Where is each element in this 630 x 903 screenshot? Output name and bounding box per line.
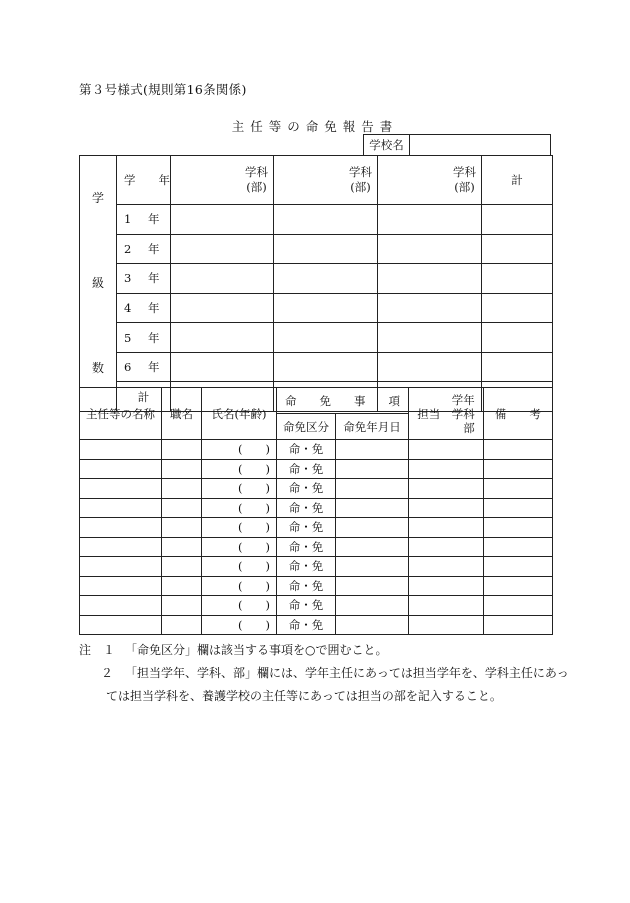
class-count-table	[79, 155, 553, 412]
title-cell[interactable]	[80, 576, 162, 596]
grade-row	[80, 323, 553, 353]
remarks-cell[interactable]	[484, 537, 553, 557]
appoint-date-cell[interactable]	[336, 518, 409, 538]
post-cell[interactable]	[162, 479, 202, 499]
side-char-2: 級	[91, 276, 104, 290]
charge-cell[interactable]	[409, 518, 484, 538]
class-count-cell[interactable]	[274, 352, 378, 382]
col-appoint-type-header: 命免区分	[277, 414, 336, 440]
note-2-continued: ては担当学科を、養護学校の主任等にあっては担当の部を記入すること。	[106, 689, 502, 703]
grade-total-label: 計	[117, 382, 171, 412]
col-appoint-header: 命 免 事 項	[277, 388, 409, 414]
remarks-cell[interactable]	[484, 576, 553, 596]
post-cell[interactable]	[162, 459, 202, 479]
title-cell[interactable]	[80, 615, 162, 635]
name-age-cell[interactable]: ( )	[202, 479, 277, 499]
col-post-header: 職名	[162, 388, 202, 440]
grade-row	[80, 264, 553, 294]
appoint-date-cell[interactable]	[336, 615, 409, 635]
title-cell[interactable]	[80, 518, 162, 538]
name-age-cell[interactable]: ( )	[202, 557, 277, 577]
appoint-type-cell[interactable]: 命・免	[277, 479, 336, 499]
name-age-cell[interactable]: ( )	[202, 459, 277, 479]
title-cell[interactable]	[80, 440, 162, 460]
col-charge-header: 学年 担当 学科 部	[409, 388, 484, 440]
col-name-header: 氏名(年齢)	[202, 388, 277, 440]
charge-cell[interactable]	[409, 537, 484, 557]
class-count-cell[interactable]	[378, 204, 482, 234]
name-age-cell[interactable]: ( )	[202, 596, 277, 616]
title-cell[interactable]	[80, 557, 162, 577]
name-age-cell[interactable]: ( )	[202, 537, 277, 557]
appoint-date-cell[interactable]	[336, 479, 409, 499]
title-cell[interactable]	[80, 498, 162, 518]
appoint-type-cell[interactable]: 命・免	[277, 518, 336, 538]
roster-row	[80, 518, 553, 538]
class-count-cell[interactable]	[482, 204, 553, 234]
remarks-cell[interactable]	[484, 440, 553, 460]
post-cell[interactable]	[162, 596, 202, 616]
class-count-cell[interactable]	[274, 264, 378, 294]
class-count-cell[interactable]	[378, 293, 482, 323]
grade-row	[80, 234, 553, 264]
remarks-cell[interactable]	[484, 615, 553, 635]
class-count-cell[interactable]	[378, 234, 482, 264]
post-cell[interactable]	[162, 576, 202, 596]
roster-row	[80, 596, 553, 616]
grade-label: 2 年	[117, 234, 171, 264]
remarks-cell[interactable]	[484, 479, 553, 499]
grade-row	[80, 352, 553, 382]
post-cell[interactable]	[162, 498, 202, 518]
charge-cell[interactable]	[409, 576, 484, 596]
title-cell[interactable]	[80, 479, 162, 499]
class-count-cell[interactable]	[171, 234, 274, 264]
grade-header: 学 年	[117, 156, 171, 205]
school-name-field[interactable]	[410, 135, 551, 156]
class-count-cell[interactable]	[482, 293, 553, 323]
class-count-cell[interactable]	[274, 204, 378, 234]
roster-row	[80, 537, 553, 557]
total-header: 計	[482, 156, 553, 205]
class-count-cell[interactable]	[171, 293, 274, 323]
form-number: 第３号様式(規則第16条関係)	[79, 82, 247, 97]
grade-label: 4 年	[117, 293, 171, 323]
grade-label: 3 年	[117, 264, 171, 294]
name-age-cell[interactable]: ( )	[202, 498, 277, 518]
appoint-date-cell[interactable]	[336, 440, 409, 460]
appoint-type-cell[interactable]: 命・免	[277, 596, 336, 616]
class-count-cell[interactable]	[274, 323, 378, 353]
appoint-date-cell[interactable]	[336, 596, 409, 616]
name-age-cell[interactable]: ( )	[202, 576, 277, 596]
grade-label: 6 年	[117, 352, 171, 382]
roster-row	[80, 557, 553, 577]
class-count-cell[interactable]	[378, 264, 482, 294]
subject-header-1: 学科 (部)	[171, 156, 274, 205]
class-count-cell[interactable]	[171, 264, 274, 294]
note-1: 注 １ 「命免区分」欄は該当する事項を○で囲むこと。	[79, 643, 388, 657]
charge-cell[interactable]	[409, 615, 484, 635]
class-count-cell[interactable]	[378, 352, 482, 382]
appoint-date-cell[interactable]	[336, 576, 409, 596]
class-count-cell[interactable]	[482, 352, 553, 382]
document-title: 主任等の命免報告書	[231, 119, 399, 134]
name-age-cell[interactable]: ( )	[202, 615, 277, 635]
appoint-type-cell[interactable]: 命・免	[277, 537, 336, 557]
appoint-type-cell[interactable]: 命・免	[277, 576, 336, 596]
roster-row	[80, 498, 553, 518]
class-count-cell[interactable]	[274, 234, 378, 264]
charge-cell[interactable]	[409, 557, 484, 577]
class-count-cell[interactable]	[171, 323, 274, 353]
charge-cell[interactable]	[409, 596, 484, 616]
post-cell[interactable]	[162, 440, 202, 460]
class-count-cell[interactable]	[482, 323, 553, 353]
charge-cell[interactable]	[409, 498, 484, 518]
col-appoint-date-header: 命免年月日	[336, 414, 409, 440]
class-count-cell[interactable]	[171, 204, 274, 234]
name-age-cell[interactable]: ( )	[202, 518, 277, 538]
col-title-header: 主任等の名称	[80, 388, 162, 440]
appoint-type-cell[interactable]: 命・免	[277, 557, 336, 577]
appoint-type-cell[interactable]: 命・免	[277, 498, 336, 518]
appoint-type-cell[interactable]: 命・免	[277, 615, 336, 635]
class-count-side-label	[80, 156, 117, 412]
class-count-cell[interactable]	[482, 264, 553, 294]
appoint-date-cell[interactable]	[336, 498, 409, 518]
appoint-date-cell[interactable]	[336, 537, 409, 557]
remarks-cell[interactable]	[484, 459, 553, 479]
charge-cell[interactable]	[409, 440, 484, 460]
title-cell[interactable]	[80, 537, 162, 557]
post-cell[interactable]	[162, 557, 202, 577]
class-count-cell[interactable]	[274, 293, 378, 323]
grade-row	[80, 293, 553, 323]
roster-row	[80, 576, 553, 596]
roster-row	[80, 479, 553, 499]
class-count-cell[interactable]	[171, 352, 274, 382]
charge-cell[interactable]	[409, 479, 484, 499]
appoint-date-cell[interactable]	[336, 557, 409, 577]
post-cell[interactable]	[162, 537, 202, 557]
subject-header-3: 学科 (部)	[378, 156, 482, 205]
side-char-1: 学	[91, 191, 104, 205]
class-count-cell[interactable]	[482, 234, 553, 264]
remarks-cell[interactable]	[484, 557, 553, 577]
remarks-cell[interactable]	[484, 596, 553, 616]
roster-row	[80, 615, 553, 635]
name-age-cell[interactable]: ( )	[202, 440, 277, 460]
roster-row	[80, 459, 553, 479]
grade-label: 5 年	[117, 323, 171, 353]
appoint-date-cell[interactable]	[336, 459, 409, 479]
remarks-cell[interactable]	[484, 498, 553, 518]
grade-row	[80, 204, 553, 234]
grade-label: 1 年	[117, 204, 171, 234]
remarks-cell[interactable]	[484, 518, 553, 538]
school-name-box	[363, 134, 551, 156]
title-cell[interactable]	[80, 596, 162, 616]
side-char-3: 数	[91, 361, 104, 375]
appoint-type-cell[interactable]: 命・免	[277, 440, 336, 460]
subject-header-2: 学科 (部)	[274, 156, 378, 205]
roster-row	[80, 440, 553, 460]
class-count-cell[interactable]	[378, 323, 482, 353]
title-cell[interactable]	[80, 459, 162, 479]
appointment-roster-table	[79, 387, 553, 635]
note-2: ２ 「担当学年、学科、部」欄には、学年主任にあっては担当学年を、学科主任にあっ	[101, 666, 569, 680]
appoint-type-cell[interactable]: 命・免	[277, 459, 336, 479]
school-name-label: 学校名	[364, 135, 410, 156]
post-cell[interactable]	[162, 615, 202, 635]
col-remarks-header: 備 考	[484, 388, 553, 440]
post-cell[interactable]	[162, 518, 202, 538]
charge-cell[interactable]	[409, 459, 484, 479]
